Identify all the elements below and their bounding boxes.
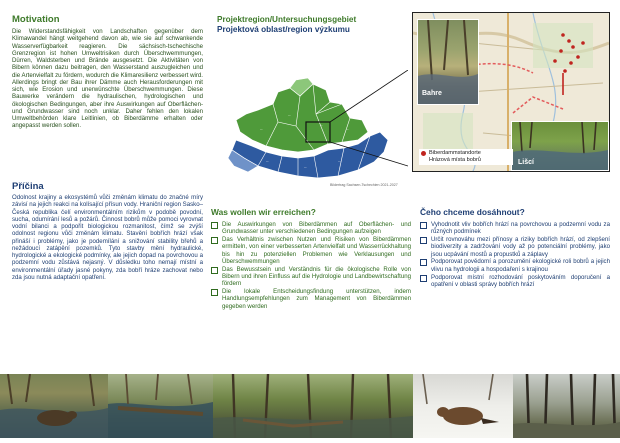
map-legend	[419, 149, 513, 165]
lisci-label: Lišcí	[518, 159, 534, 166]
beaver-photo	[0, 374, 108, 438]
goal-cz-item: Vyhodnotit vliv bobřích hrází na povrchovou a podzemní vodu za různých podmínek	[420, 221, 610, 236]
svg-text:—: —	[260, 128, 263, 131]
goal-de-item: Die lokale Entscheidungsfindung unterstützen, indem Handlungsempfehlungen zum Management von Biberdämmen gegeben werden	[211, 288, 411, 310]
goals-cz-list	[420, 221, 610, 289]
map-title	[217, 15, 356, 35]
map-title-cz: Projektová oblast/region výzkumu	[217, 25, 350, 34]
goal-de-item: Das Verhältnis zwischen Nutzen und Risiken von Biberdämmen ermitteln, von einer verbesserten Artenvielfalt und Wasserrückhaltung bis hin zu potenziellen Problemen wie Verklausungen und Überschwemmungen	[211, 236, 411, 265]
svg-text:—: —	[288, 114, 291, 117]
goals-de-list	[211, 221, 411, 310]
legend-de: Biberdammstandorte	[429, 150, 481, 156]
trees-photo	[513, 374, 620, 438]
goal-cz-item: Podporovat povědomí a porozumění ekologické roli bobrů a jejich vlivu na hydrologii a hospodaření s krajinou	[420, 258, 610, 273]
goals-cz-title: Čeho chceme dosáhnout?	[420, 207, 525, 217]
pricina-title: Příčina	[12, 181, 44, 192]
goals-de-title: Was wollen wir erreichen?	[211, 207, 316, 217]
svg-text:—: —	[338, 160, 341, 163]
svg-text:—: —	[266, 160, 269, 163]
goal-de-item: Die Auswirkungen von Biberdämmen auf Oberflächen- und Grundwasser unter verschiedenen Bedingungen aufzeigen	[211, 221, 411, 236]
forest-stream-photo	[213, 374, 413, 438]
goal-de-item: Das Bewusstsein und Verständnis für die ökologische Rolle von Bibern und ihren Einfluss auf die Hydrologie und Landbewirtschaftung fördern	[211, 266, 411, 288]
legend-cz: Hrázová místa bobrů	[429, 157, 481, 163]
bahre-photo	[417, 19, 479, 105]
lisci-photo	[511, 121, 609, 171]
motivation-text: Die Widerstandsfähigkeit von Landschaften gegenüber dem Klimawandel hängt weitgehend davon ab, wie sie auf schwankende Wasserverfügbarkeit reagieren. Die sächsisch-tschechische Grenzregion ist hohen Umweltrisiken durch Überschwemmungen, Dürren, Waldsterben und Brände ausgesetzt. Die Aktivitäten von Bibern können dazu beitragen, den Wasserstand auszugleichen und die Artenvielfalt zu fördern, wodurch die Klimaresilienz verbessert wird. Allerdings bringt der Bau ihrer Dämme auch Herausforderungen mit sich, wie Erosion und unerwünschte Überschwemmungen. Diese Bauwerke verändern die hydraulischen, hydrologischen und ökologischen Bedingungen, aber ihre Auswirkungen auf Oberflächen- und Grundwasser sind noch unklar. Daher fehlen den lokalen Umweltbehörden klare Leitlinien, ob Biberdämme erhalten oder angepasst werden sollen.	[12, 28, 203, 130]
map-credit: Bildertrag Sachsen-Tschechien 2021-2027	[330, 183, 398, 187]
photo-strip	[0, 374, 620, 438]
inset-detail-map	[412, 12, 610, 172]
goal-cz-item: Určit rovnováhu mezi přínosy a riziky bobřích hrází, od zlepšení biodiverzity a zadržování vody až po potenciální problémy, jako jsou ucpávání mostů a propustků a záplavy	[420, 236, 610, 258]
region-map	[218, 70, 408, 190]
svg-text:—: —	[320, 124, 323, 127]
goal-cz-item: Podporovat místní rozhodování poskytováním doporučení a opatření v oblasti správy bobřích hrází	[420, 274, 610, 289]
svg-text:—: —	[346, 128, 349, 131]
motivation-title: Motivation	[12, 14, 60, 25]
red-dot-icon	[421, 151, 426, 156]
snow-beaver-photo	[413, 374, 513, 438]
dam-photo	[108, 374, 213, 438]
map-title-de: Projektregion/Untersuchungsgebiet	[217, 15, 357, 24]
svg-text:—: —	[304, 166, 307, 169]
bahre-label: Bahre	[422, 90, 442, 97]
pricina-text: Odolnost krajiny a ekosystémů vůči změnám klimatu do značné míry závisí na jejich reakci na kolísající přísun vody. Hraniční region Sasko–Česká republika čelí environmentálním rizikům v podobě povodní, sucha, odumírání lesů a požárů. Činnost bobrů může pomoci vyrovnat vodní bilanci a podpořit biologickou rozmanitost, čímž se zvýší odolnost regionu vůči změnám klimatu. Stavění bobřích hrází však přináší i problémy, jako je podemílání a snižování stability břehů a nežádoucí zatápění pozemků. Tyto stavby mění hydraulické, hydrologické a ekologické podmínky, ale jejich dopad na povrchovou a podzemní vodu zůstává nejasný. V důsledku toho nemají místní a environmentální úřady jasné pokyny, zda bobří hráze zachovat nebo zda jsou nutná adaptační opatření.	[12, 194, 203, 281]
